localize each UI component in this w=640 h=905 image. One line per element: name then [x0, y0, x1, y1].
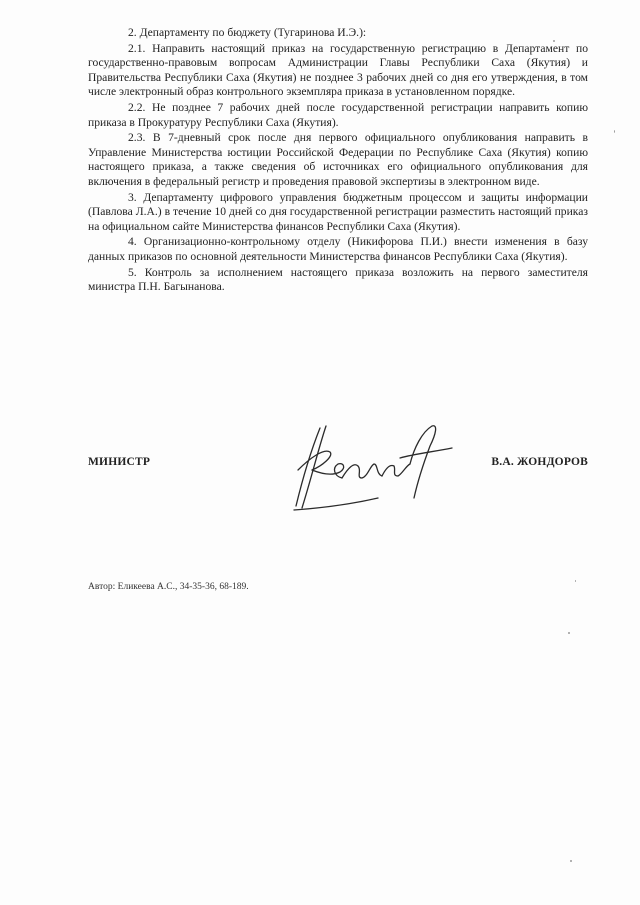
paragraph-3: 3. Департаменту цифрового управления бюджетным процессом и защиты информации (Павлова Л.А.) в течение 10 дней со дня государственной регистрации разместить настоящий приказ на официальном сайте Министерства финансов Республики Саха (Якутия).: [88, 190, 588, 233]
signer-name: В.А. ЖОНДОРОВ: [491, 456, 588, 468]
scan-speck: [553, 40, 555, 42]
author-line: Автор: Еликеева А.С., 34-35-36, 68-189.: [88, 582, 249, 592]
handwritten-signature: [282, 418, 462, 518]
paragraph-2-2: 2.2. Не позднее 7 рабочих дней после государственной регистрации направить копию приказа в Прокуратуру Республики Саха (Якутия).: [88, 100, 588, 129]
scan-speck: [575, 580, 576, 582]
paragraph-2-1: 2.1. Направить настоящий приказ на государственную регистрацию в Департамент по государственно-правовым вопросам Администрации Главы Республики Саха (Якутия) и Правительства Республики Саха (Якутия) не позднее 3 рабочих дней со дня его утверждения, в том числе электронный образ контрольного экземпляра приказа в установленном порядке.: [88, 41, 588, 99]
scan-speck: [570, 860, 572, 862]
paragraph-4: 4. Организационно-контрольному отделу (Никифорова П.И.) внести изменения в базу данных приказов по основной деятельности Министерства финансов Республики Саха (Якутия).: [88, 235, 588, 263]
scan-speck: [614, 130, 615, 133]
paragraph-5: 5. Контроль за исполнением настоящего приказа возложить на первого заместителя министра П.Н. Багынанова.: [88, 265, 588, 294]
signer-title: МИНИСТР: [88, 456, 151, 468]
document-body: [88, 26, 588, 296]
paragraph-2: 2. Департаменту по бюджету (Тугаринова И.Э.):: [128, 26, 367, 39]
scan-speck: [568, 632, 570, 634]
paragraph-2-3: 2.3. В 7-дневный срок после дня первого официального опубликования направить в Управление Министерства юстиции Российской Федерации по Республике Саха (Якутия) копию настоящего приказа, а также сведения об источниках его официального опубликования для включения в федеральный регистр и проведения правовой экспертизы в электронном виде.: [88, 131, 588, 188]
